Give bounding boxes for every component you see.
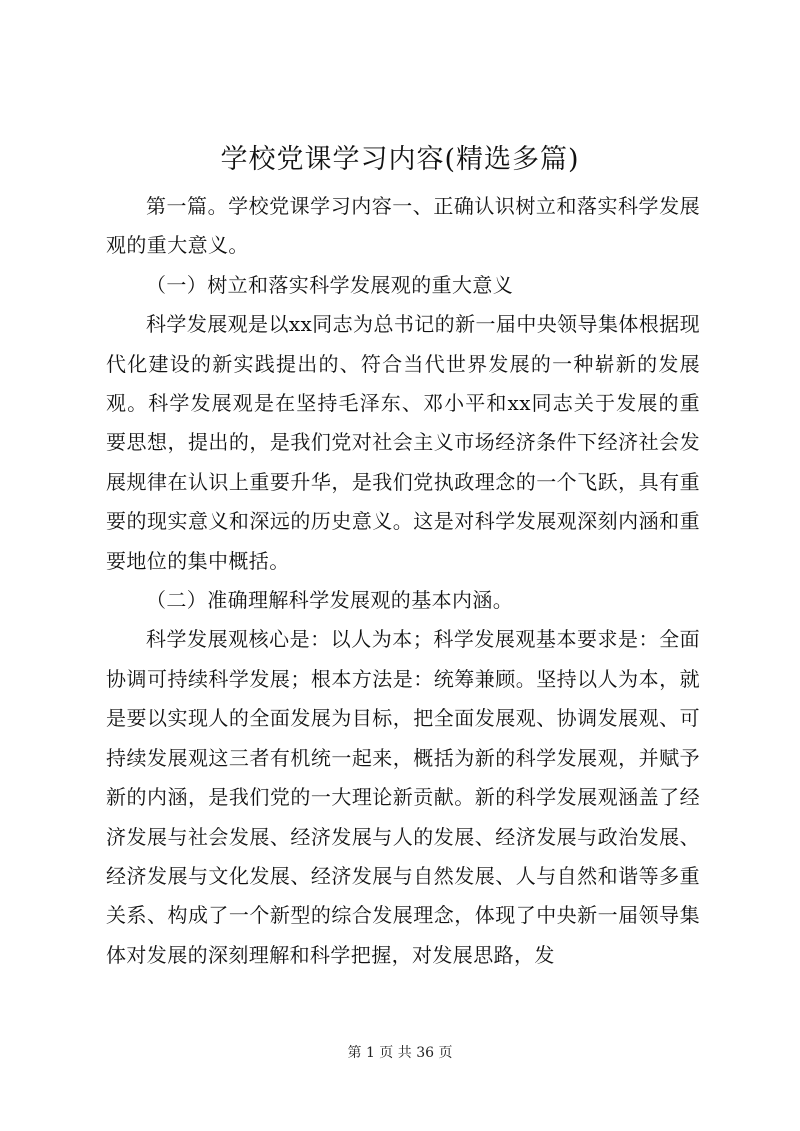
section-heading-2: （二）准确理解科学发展观的基本内涵。 (146, 588, 514, 613)
paragraph-connotation: 科学发展观核心是：以人为本；科学发展观基本要求是：全面协调可持续科学发展；根本方法是：统筹兼顾。坚持以人为本，就是要以实现人的全面发展为目标，把全面发展观、协调发展观、可持续发展观这三者有机统一起来，概括为新的科学发展观，并赋予新的内涵，是我们党的一大理论新贡献。新的科学发展观涵盖了经济发展与社会发展、经济发展与人的发展、经济发展与政治发展、经济发展与文化发展、经济发展与自然发展、人与自然和谐等多重关系、构成了一个新型的综合发展理念，体现了中央新一届领导集体对发展的深刻理解和科学把握，对发展思路，发 (106, 627, 700, 967)
section-heading-1: （一）树立和落实科学发展观的重大意义 (146, 272, 514, 297)
document-body (106, 187, 700, 975)
paragraph-significance: 科学发展观是以xx同志为总书记的新一届中央领导集体根据现代化建设的新实践提出的、符合当代世界发展的一种崭新的发展观。科学发展观是在坚持毛泽东、邓小平和xx同志关于发展的重要思想，提出的，是我们党对社会主义市场经济条件下经济社会发展规律在认识上重要升华，是我们党执政理念的一个飞跃，具有重要的现实意义和深远的历史意义。这是对科学发展观深刻内涵和重要地位的集中概括。 (106, 312, 700, 573)
document-title: 学校党课学习内容(精选多篇) (220, 144, 580, 175)
paragraph-intro: 第一篇。学校党课学习内容一、正确认识树立和落实科学发展观的重大意义。 (106, 194, 700, 258)
page-number-footer: 第 1 页 共 36 页 (347, 1045, 453, 1061)
